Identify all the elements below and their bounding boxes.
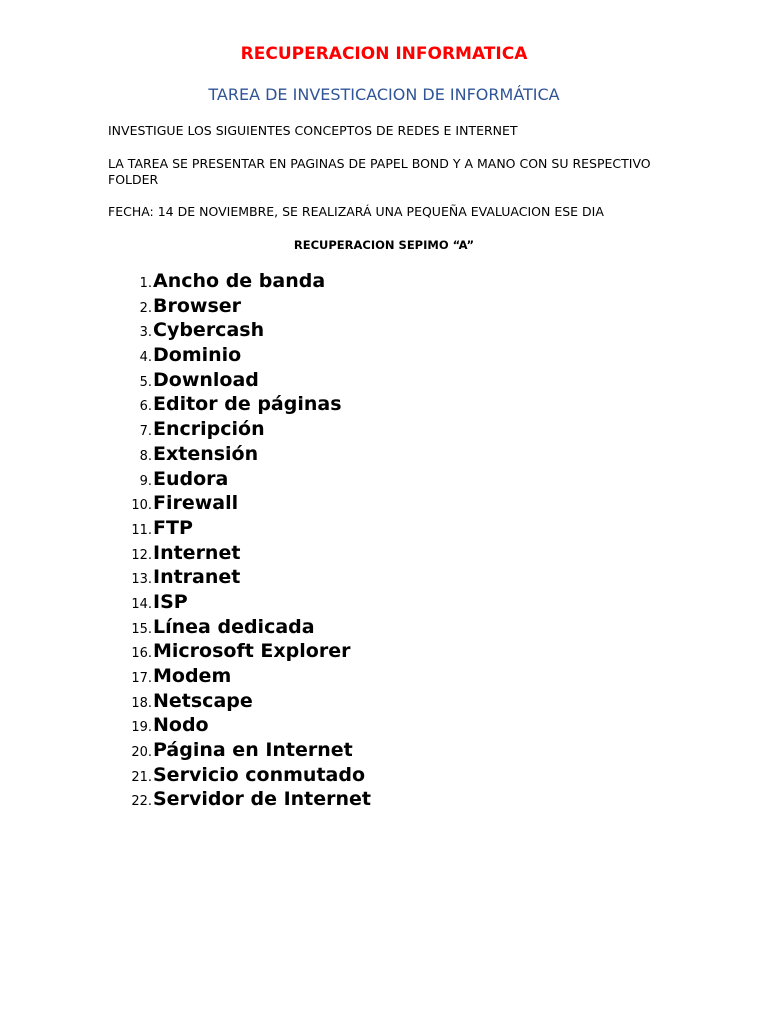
list-item-number: 8. — [139, 448, 152, 464]
list-item-number: 13. — [131, 572, 152, 588]
list-item-term: Cybercash — [153, 319, 265, 342]
list-item-term: Encripción — [153, 418, 265, 441]
list-item — [108, 616, 371, 641]
list-item-number: 5. — [139, 374, 152, 390]
list-item-number: 2. — [139, 300, 152, 316]
list-item — [108, 270, 371, 295]
list-item-term: Netscape — [153, 689, 253, 712]
list-item-term: Eudora — [153, 467, 229, 490]
list-item-term: Extensión — [153, 442, 259, 465]
list-item — [108, 714, 371, 739]
list-item-term: Download — [153, 368, 259, 391]
list-item-number: 18. — [131, 695, 152, 711]
list-item — [108, 542, 371, 567]
list-item-term: Servidor de Internet — [153, 788, 372, 811]
list-item-number: 7. — [139, 424, 152, 440]
list-item-number: 20. — [131, 745, 152, 761]
list-item — [108, 418, 371, 443]
list-item-number: 16. — [131, 646, 152, 662]
presentation-paragraph: LA TAREA SE PRESENTAR EN PAGINAS DE PAPEL BOND Y A MANO CON SU RESPECTIVO FOLDER — [108, 156, 651, 187]
list-item-number: 19. — [131, 720, 152, 736]
list-item — [108, 764, 371, 789]
list-item-term: Browser — [153, 294, 242, 317]
list-item-term: FTP — [153, 516, 193, 539]
list-item-term: Internet — [153, 541, 241, 564]
list-item — [108, 517, 371, 542]
list-item — [108, 319, 371, 344]
list-item — [108, 468, 371, 493]
list-item-number: 9. — [139, 473, 152, 489]
list-item-term: Página en Internet — [153, 739, 353, 762]
list-item-number: 6. — [139, 399, 152, 415]
list-item-number: 10. — [131, 498, 152, 514]
date-paragraph: FECHA: 14 DE NOVIEMBRE, SE REALIZARÁ UNA PEQUEÑA EVALUACION ESE DIA — [108, 204, 604, 219]
list-item-number: 1. — [139, 276, 152, 291]
section-heading: RECUPERACION SEPIMO “A” — [293, 238, 475, 252]
list-item — [108, 295, 371, 320]
list-item — [108, 640, 371, 665]
list-item — [108, 393, 371, 418]
list-item-number: 3. — [139, 325, 152, 341]
list-item-number: 4. — [139, 350, 152, 366]
list-item — [108, 566, 371, 591]
list-item — [108, 591, 371, 616]
list-item-term: Dominio — [153, 344, 242, 367]
list-item — [108, 690, 371, 715]
list-item — [108, 665, 371, 690]
document-title: RECUPERACION INFORMATICA — [240, 44, 528, 64]
list-item-term: Microsoft Explorer — [153, 640, 351, 663]
list-item — [108, 443, 371, 468]
list-item-number: 14. — [131, 596, 152, 612]
concepts-list — [108, 270, 371, 813]
list-item-term: Línea dedicada — [153, 615, 315, 638]
list-item-number: 17. — [131, 671, 152, 686]
list-item-term: Intranet — [153, 566, 241, 589]
list-item — [108, 344, 371, 369]
list-item-number: 12. — [131, 547, 152, 563]
list-item — [108, 788, 371, 813]
list-item-number: 22. — [131, 794, 152, 810]
list-item-term: Nodo — [153, 714, 209, 737]
list-item-term: ISP — [153, 590, 188, 613]
instruction-paragraph: INVESTIGUE LOS SIGUIENTES CONCEPTOS DE REDES E INTERNET — [108, 123, 518, 138]
list-item-number: 11. — [131, 522, 152, 538]
list-item — [108, 492, 371, 517]
list-item — [108, 739, 371, 764]
list-item-term: Ancho de banda — [153, 270, 326, 292]
list-item-term: Servicio conmutado — [153, 763, 366, 786]
list-item-number: 15. — [131, 621, 152, 637]
list-item — [108, 369, 371, 394]
document-subtitle: TAREA DE INVESTICACION DE INFORMÁTICA — [208, 85, 560, 104]
list-item-term: Firewall — [153, 492, 239, 515]
list-item-number: 21. — [131, 769, 152, 785]
list-item-term: Editor de páginas — [153, 393, 342, 416]
list-item-term: Modem — [153, 665, 232, 687]
